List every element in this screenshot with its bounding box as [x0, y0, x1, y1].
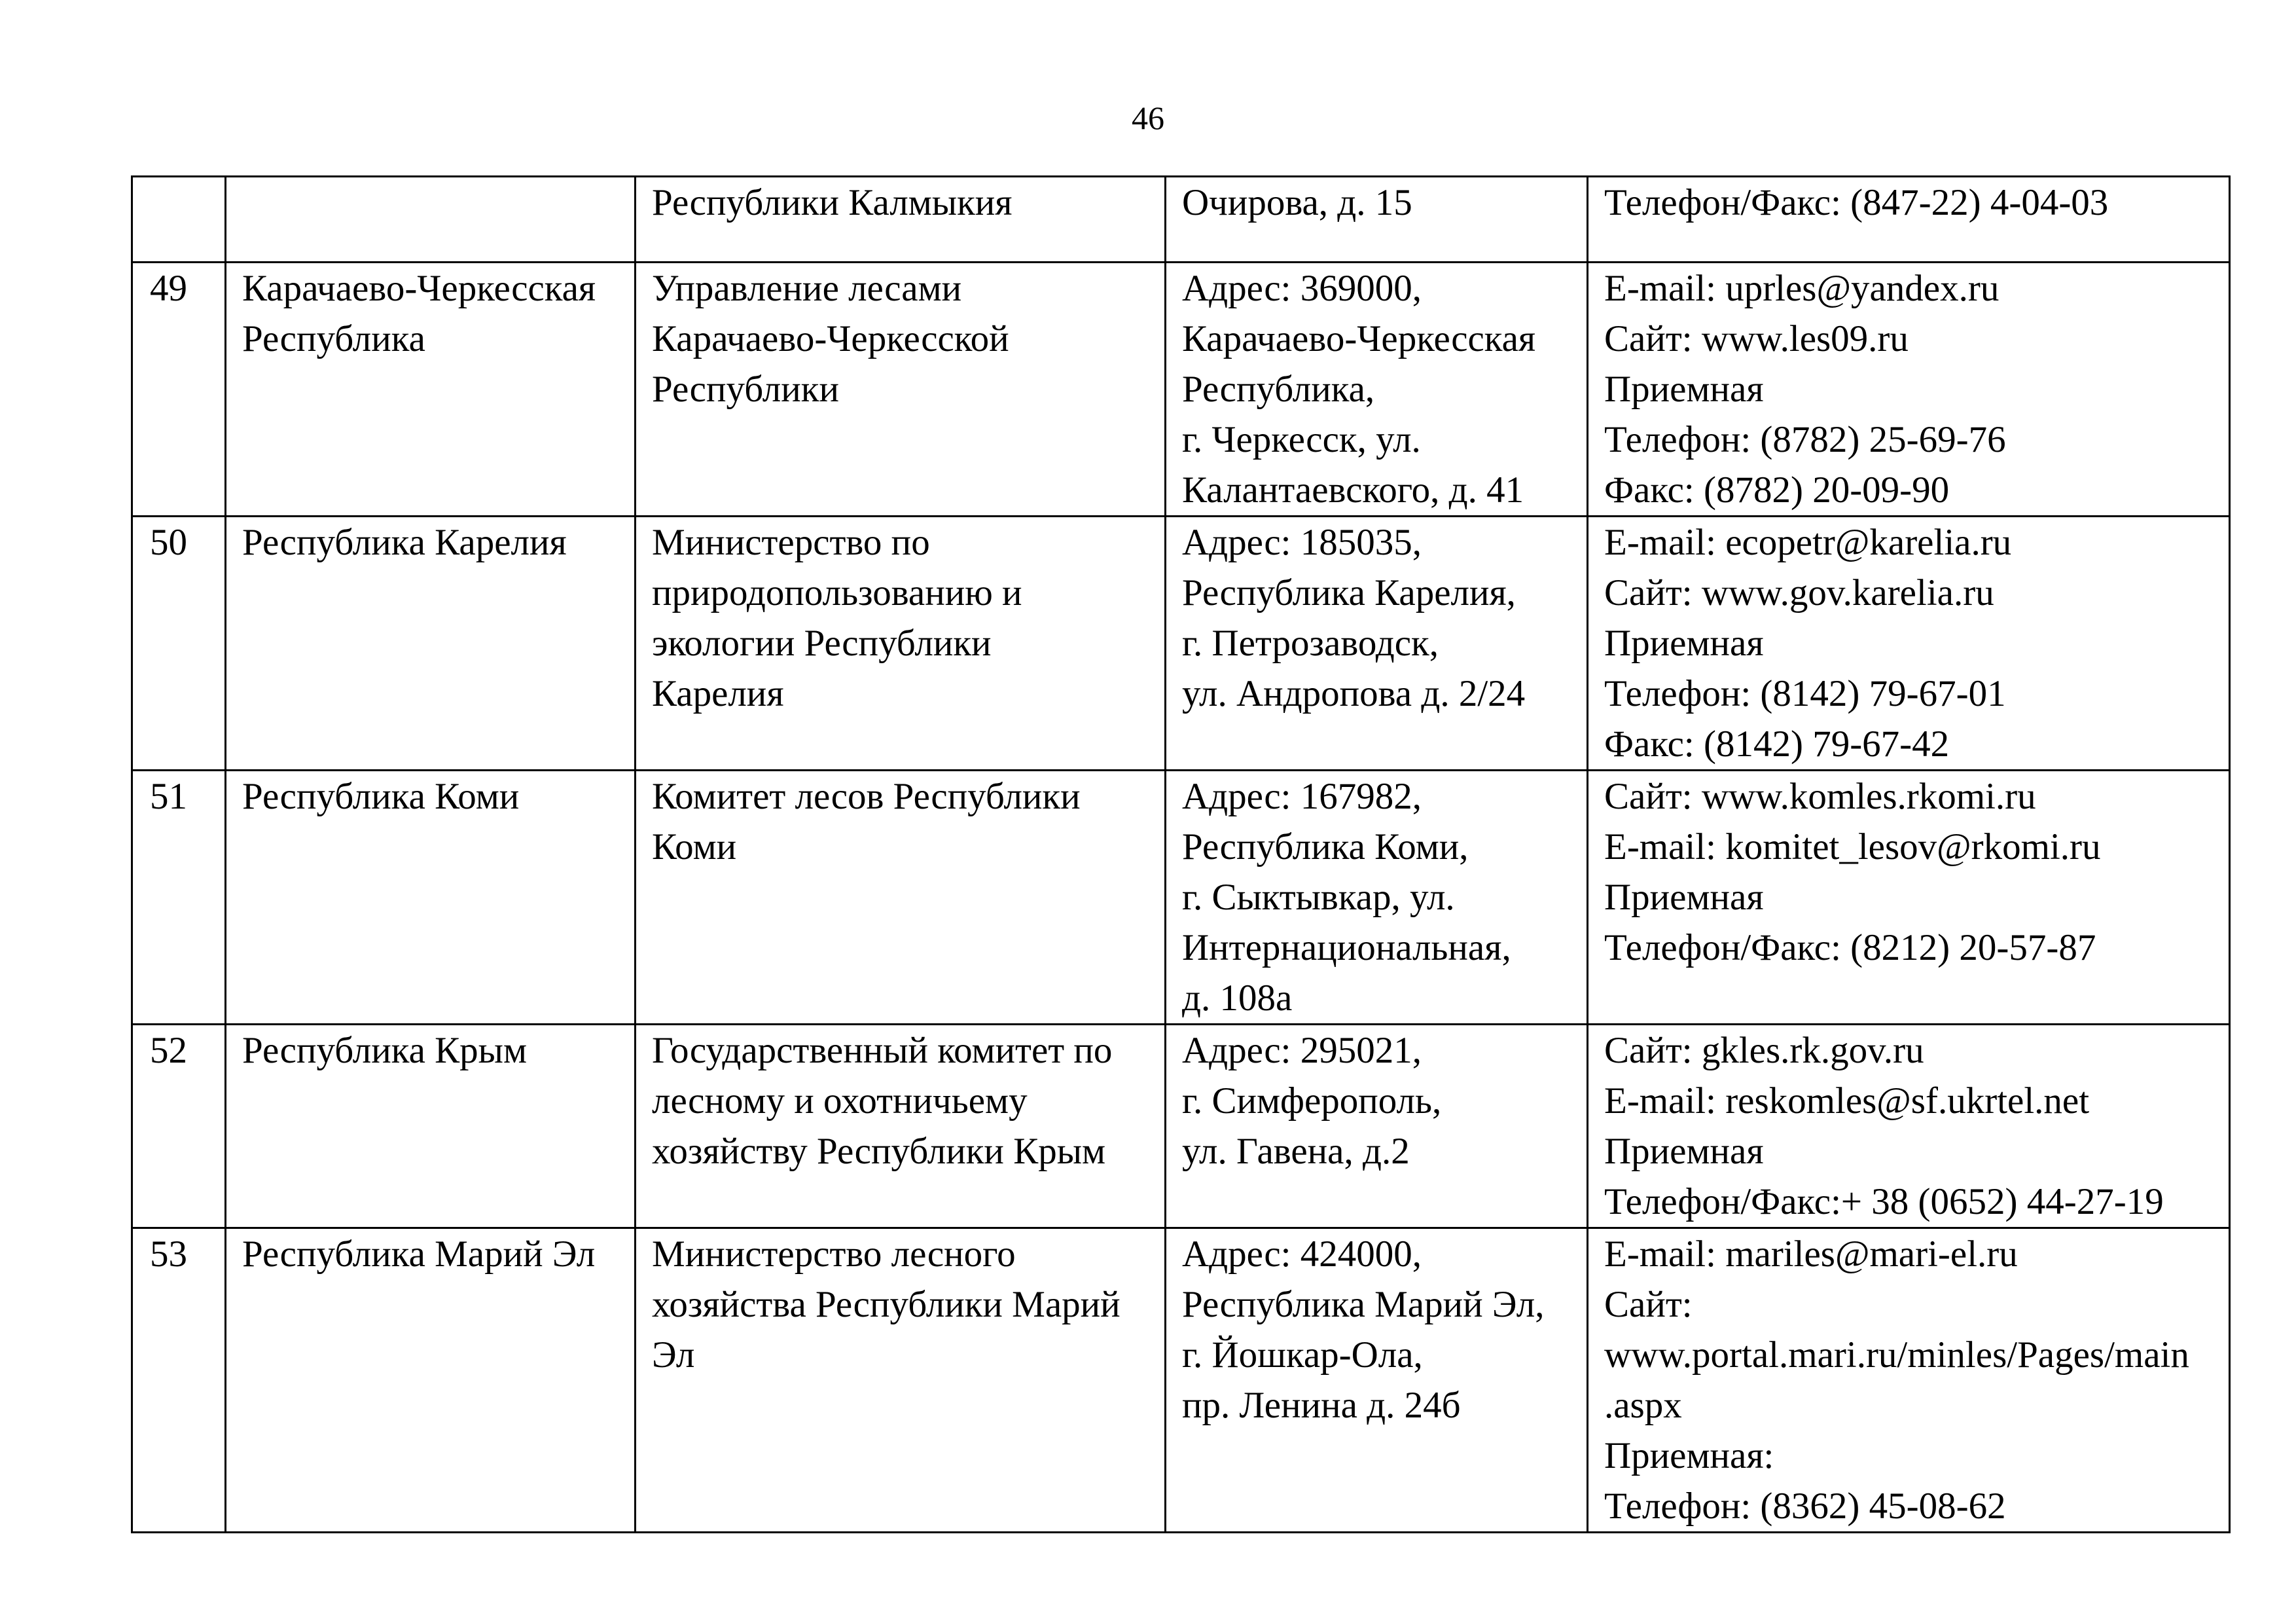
authority-line: Карачаево-Черкесской	[652, 318, 1009, 359]
contacts-line: www.portal.mari.ru/minles/Pages/main	[1604, 1334, 2189, 1376]
table-row	[132, 771, 2230, 1025]
region-line: Карачаево-Черкесская	[242, 268, 596, 309]
region-cell	[226, 771, 636, 1025]
address-line: Республика Коми,	[1182, 826, 1469, 867]
row-number-cell	[132, 177, 226, 263]
address-line: Республика,	[1182, 369, 1375, 410]
contacts-cell	[1588, 177, 2230, 263]
address-line: Республика Марий Эл,	[1182, 1284, 1545, 1325]
authority-line: хозяйства Республики Марий	[652, 1284, 1121, 1325]
address-cell	[1166, 1025, 1588, 1228]
table-row	[132, 517, 2230, 771]
contacts-line: .aspx	[1604, 1385, 1682, 1426]
address-line: Адрес: 424000,	[1182, 1233, 1422, 1275]
row-number-cell: 53	[132, 1228, 226, 1533]
contacts-line: Факс: (8782) 20-09-90	[1604, 469, 1950, 511]
authority-cell	[636, 263, 1166, 517]
authority-line: природопользованию и	[652, 572, 1022, 613]
authority-line: Коми	[652, 826, 737, 867]
contacts-line: Сайт: www.gov.karelia.ru	[1604, 572, 1994, 613]
contacts-line: Телефон: (8362) 45-08-62	[1604, 1486, 2006, 1527]
page-number: 46	[1132, 100, 1164, 136]
address-line: Интернациональная,	[1182, 927, 1511, 968]
address-line: Калантаевского, д. 41	[1182, 469, 1524, 511]
region-cell	[226, 1228, 636, 1533]
address-line: ул. Андропова д. 2/24	[1182, 673, 1526, 714]
row-number-cell: 49	[132, 263, 226, 517]
region-line: Республика Крым	[242, 1030, 528, 1071]
authority-line: Республики	[652, 369, 839, 410]
contacts-line: Телефон/Факс: (847-22) 4-04-03	[1604, 182, 2109, 223]
address-line: пр. Ленина д. 24б	[1182, 1385, 1461, 1426]
contacts-line: Сайт: www.komles.rkomi.ru	[1604, 776, 2036, 817]
authority-line: Государственный комитет по	[652, 1030, 1113, 1071]
contacts-line: Приемная	[1604, 1131, 1764, 1172]
authority-line: Комитет лесов Республики	[652, 776, 1081, 817]
address-cell	[1166, 517, 1588, 771]
address-cell	[1166, 1228, 1588, 1533]
authority-cell	[636, 177, 1166, 263]
table-row	[132, 1228, 2230, 1533]
authority-cell	[636, 517, 1166, 771]
region-line: Республика Коми	[242, 776, 520, 817]
address-line: г. Черкесск, ул.	[1182, 419, 1421, 460]
authority-line: Министерство лесного	[652, 1233, 1016, 1275]
address-cell	[1166, 771, 1588, 1025]
contacts-cell	[1588, 1025, 2230, 1228]
authority-line: Республики Калмыкия	[652, 182, 1013, 223]
address-line: ул. Гавена, д.2	[1182, 1131, 1410, 1172]
contacts-line: E-mail: mariles@mari-el.ru	[1604, 1233, 2018, 1275]
region-line: Республика Марий Эл	[242, 1233, 596, 1275]
contacts-line: Сайт: www.les09.ru	[1604, 318, 1909, 359]
contacts-line: Сайт: gkles.rk.gov.ru	[1604, 1030, 1924, 1071]
region-line: Республика Карелия	[242, 522, 567, 563]
contacts-line: Сайт:	[1604, 1284, 1693, 1325]
contacts-cell	[1588, 1228, 2230, 1533]
address-line: Очирова, д. 15	[1182, 182, 1412, 223]
address-line: г. Йошкар-Ола,	[1182, 1334, 1423, 1376]
address-line: д. 108а	[1182, 977, 1293, 1019]
contacts-line: E-mail: ecopetr@karelia.ru	[1604, 522, 2012, 563]
row-number-cell: 50	[132, 517, 226, 771]
forestry-authorities-table	[131, 175, 2231, 1533]
authority-cell	[636, 1025, 1166, 1228]
contacts-line: Телефон/Факс: (8212) 20-57-87	[1604, 927, 2096, 968]
contacts-line: Телефон/Факс:+ 38 (0652) 44-27-19	[1604, 1181, 2164, 1222]
table-row	[132, 177, 2230, 263]
contacts-line: E-mail: uprles@yandex.ru	[1604, 268, 2000, 309]
contacts-line: Приемная:	[1604, 1435, 1774, 1476]
contacts-line: Телефон: (8142) 79-67-01	[1604, 673, 2006, 714]
address-cell	[1166, 177, 1588, 263]
authority-line: Карелия	[652, 673, 784, 714]
authority-line: Министерство по	[652, 522, 930, 563]
contacts-line: E-mail: reskomles@sf.ukrtel.net	[1604, 1080, 2090, 1122]
authority-line: экологии Республики	[652, 623, 992, 664]
address-line: Адрес: 185035,	[1182, 522, 1422, 563]
address-cell	[1166, 263, 1588, 517]
contacts-line: Телефон: (8782) 25-69-76	[1604, 419, 2006, 460]
address-line: Карачаево-Черкесская	[1182, 318, 1536, 359]
region-cell	[226, 517, 636, 771]
authority-cell	[636, 771, 1166, 1025]
contacts-line: Приемная	[1604, 369, 1764, 410]
contacts-line: Приемная	[1604, 623, 1764, 664]
contacts-line: E-mail: komitet_lesov@rkomi.ru	[1604, 826, 2101, 867]
address-line: г. Симферополь,	[1182, 1080, 1442, 1122]
row-number-cell: 52	[132, 1025, 226, 1228]
region-cell	[226, 177, 636, 263]
authority-line: Эл	[652, 1334, 695, 1376]
address-line: Адрес: 295021,	[1182, 1030, 1422, 1071]
contacts-cell	[1588, 517, 2230, 771]
contacts-line: Приемная	[1604, 877, 1764, 918]
address-line: г. Сыктывкар, ул.	[1182, 877, 1455, 918]
table-row	[132, 263, 2230, 517]
table-body	[132, 177, 2230, 1533]
authority-cell	[636, 1228, 1166, 1533]
address-line: Адрес: 369000,	[1182, 268, 1422, 309]
region-cell	[226, 1025, 636, 1228]
address-line: г. Петрозаводск,	[1182, 623, 1439, 664]
region-line: Республика	[242, 318, 425, 359]
contacts-cell	[1588, 263, 2230, 517]
contacts-line: Факс: (8142) 79-67-42	[1604, 723, 1950, 765]
authority-line: Управление лесами	[652, 268, 962, 309]
authority-line: хозяйству Республики Крым	[652, 1131, 1106, 1172]
table-row	[132, 1025, 2230, 1228]
row-number-cell: 51	[132, 771, 226, 1025]
address-line: Республика Карелия,	[1182, 572, 1516, 613]
region-cell	[226, 263, 636, 517]
address-line: Адрес: 167982,	[1182, 776, 1422, 817]
authority-line: лесному и охотничьему	[652, 1080, 1028, 1122]
contacts-cell	[1588, 771, 2230, 1025]
